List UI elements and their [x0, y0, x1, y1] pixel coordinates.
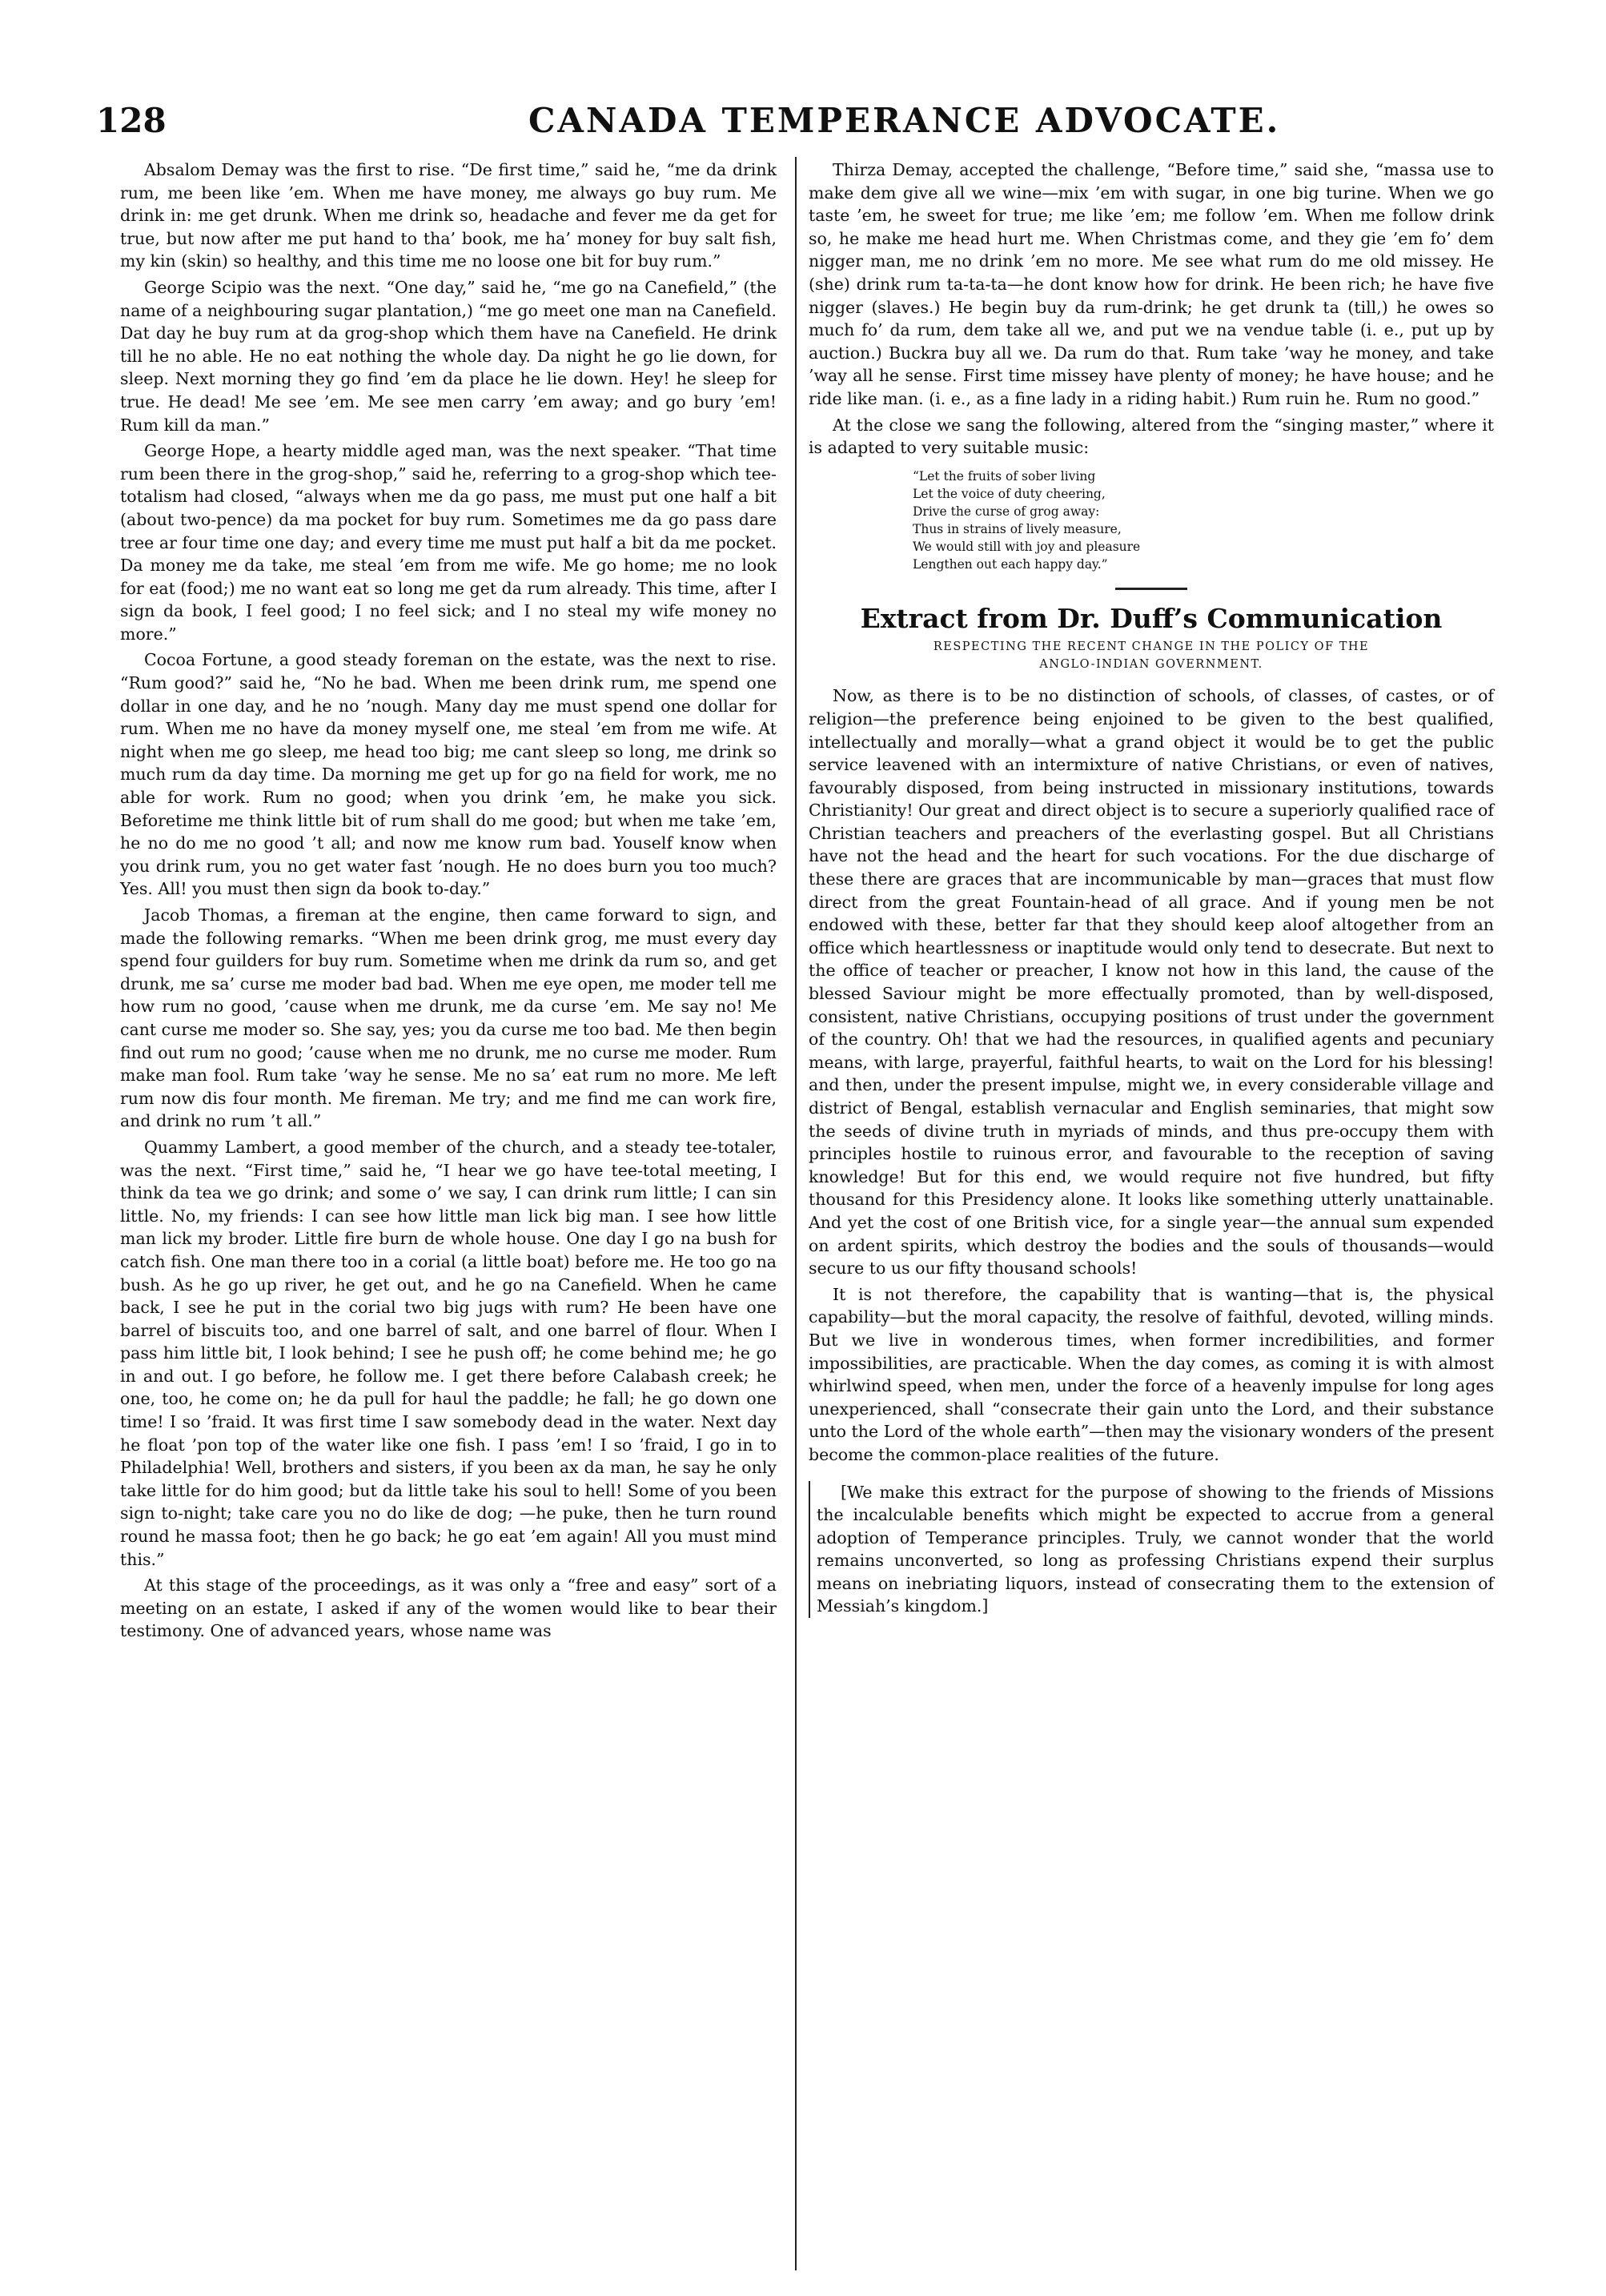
verse-line: Let the voice of duty cheering, — [913, 486, 1106, 501]
song-intro: At the close we sang the following, altered from the “singing master,” where it is adapted to very suitable music: — [809, 415, 1494, 458]
testimony-george-scipio: George Scipio was the next. “One day,” said he, “me go na Canefield,” (the name of a neighbouring sugar plantation,) “me go meet one man na Canefield. Dat day he buy rum at da grog-shop which them have na Canefield. He drink till he no able. He no eat nothing the whole day. Da night he go lie down, for sleep. Next morning they go find ’em da place he lie down. Hey! he sleep for true. He dead! Me see ’em. Me see men carry ’em away; and go bury ’em! Rum kill da man.” — [120, 277, 777, 435]
testimony-quammy-lambert: Quammy Lambert, a good member of the church, and a steady tee-totaler, was the next. “First time,” said he, “I hear we go have tee-total meeting, I think da tea we go drink; and some o’ we say, I can drink rum little; I can sin little. No, my friends: I can see how little man lick big man. I see how little man lick my broder. Little fire burn de whole house. One day I go na bush for catch fish. One man there too in a corial (a little boat) before me. He too go na bush. As he go up river, he get out, and he go na Canefield. When he came back, I see he put in the corial two big jugs with rum? He been have one barrel of biscuits too, and one barrel of salt, and one barrel of flour. When I pass him little bit, I look behind; I see he push off; he come behind me; he go in and out. I go before, he follow me. I get there before Calabash creek; he one, too, he come on; he da pull for haul the paddle; he fall; he go down one time! I so ’fraid. It was first time I saw somebody dead in the water. Next day he float ’pon top of the water like one fish. I pass ’em! I so ’fraid, I go in to Philadelphia! Well, brothers and sisters, if you been ax da man, he say he only take little for do him good; but da little take his soul to hell! Some of you been sign to-night; take care you no do like de dog; —he puke, then he turn round round he massa foot; then he go back; he go eat ’em again! All you must mind this.” — [120, 1137, 777, 1569]
testimony-cocoa-fortune: Cocoa Fortune, a good steady foreman on the estate, was the next to rise. “Rum good?” said he, “No he bad. When me been drink rum, me spend one dollar in one day, and he no ’nough. Many day me must spend one dollar for rum. When me no have da money myself one, me steal ’em from me wife. At night when me go sleep, me head too big; me cant sleep so long, me drink so much rum da day time. Da morning me get up for go na field for work, me no able for work. Rum no good; when you drink ’em, he make you sick. Beforetime me think little bit of rum shall do me good; but when me take ’em, he no do me no good ’t all; and now me know rum bad. Youself know when you drink rum, you no get water fast ’nough. He no does burn you too much? Yes. All! you must then sign da book to-day.” — [120, 650, 777, 899]
testimony-george-hope: George Hope, a hearty middle aged man, was the next speaker. “That time rum been there in the grog-shop,” said he, referring to a grog-shop which tee-totalism had closed, “always when me da go pass, me must put one half a bit (about two-pence) da ma pocket for buy rum. Sometimes me da go pass dare tree ar four time one day; and every time me must put half a bit da me pocket. Da money me da take, me steal ’em from me wife. Me go home; me no look for eat (food;) me no want eat so long me get da rum already. This time, after I sign da book, I feel good; I no feel sick; and I no steal my wife money no more.” — [120, 441, 777, 644]
editor-note: [We make this extract for the purpose of showing to the friends of Missions the incalculable benefits which might be expected to accrue from a general adoption of Temperance principles. Truly, we cannot wonder that the world remains unconverted, so long as professing Christians expend their surplus means on inebriating liquors, instead of consecrating them to the extension of Messiah’s kingdom.] — [809, 1481, 1494, 1619]
extract-paragraph: It is not therefore, the capability that is wanting—that is, the physical capability—but the moral capacity, the resolve of faithful, devoted, willing minds. But we live in wonderous times, when former incredibilities, and former impossibilities, are practicable. When the day comes, as coming it is with almost whirlwind speed, when men, under the force of a heavenly impulse for long ages unexperienced, shall “consecrate their gain unto the Lord, and their substance unto the Lord of the whole earth”—then may the visionary wonders of the present become the common-place realities of the future. — [809, 1284, 1494, 1464]
verse-line: Thus in strains of lively measure, — [913, 521, 1122, 536]
extract-subtitle-line-2: ANGLO-INDIAN GOVERNMENT. — [1039, 658, 1263, 672]
section-divider — [1115, 588, 1187, 590]
extract-subtitle-line-1: RESPECTING THE RECENT CHANGE IN THE POLICY OF THE — [933, 640, 1370, 654]
page-number: 128 — [96, 101, 167, 140]
page-header — [96, 101, 1585, 152]
verse-line: We would still with joy and pleasure — [913, 539, 1141, 554]
left-column — [120, 159, 777, 1646]
song-verse — [913, 468, 1494, 573]
verse-line: Drive the curse of grog away: — [913, 504, 1100, 519]
running-title: CANADA TEMPERANCE ADVOCATE. — [528, 101, 1281, 140]
narrative-paragraph: At this stage of the proceedings, as it was only a “free and easy” sort of a meeting on an estate, I asked if any of the women would like to bear their testimony. One of advanced years, whose name was — [120, 1575, 777, 1641]
right-column — [809, 159, 1494, 1621]
extract-paragraph: Now, as there is to be no distinction of schools, of classes, of castes, or of religion—the preference being enjoined to be given to the best qualified, intellectually and morally—what a grand object it would be to get the public service leavened with an intermixture of native Christians, or even of natives, favourably disposed, from being instructed in missionary institutions, towards Christianity! Our great and direct object is to secure a superiorly qualified race of Christian teachers and preachers of the everlasting gospel. But all Christians have not the head and the heart for such vocations. For the due discharge of these there are graces that are incommunicable by man—graces that must flow direct from the great Fountain-head of all grace. And if young men be not endowed with these, better far that they should keep aloof altogether from an office which heartlessness or inaptitude would only tend to desecrate. But next to the office of teacher or preacher, I know not how in this land, the cause of the blessed Saviour might be more effectually promoted, than by well-disposed, consistent, native Christians, occupying positions of trust under the government of the country. Oh! that we had the resources, in qualified agents and pecuniary means, with large, prayerful, faithful hearts, to wait on the Lord for his blessing! and then, under the present impulse, might we, in every considerable village and district of Bengal, establish vernacular and English seminaries, that might sow the seeds of divine truth in myriads of minds, and thus pre-occupy them with principles hostile to ruinous error, and favourable to the reception of saving knowledge! But for this end, we would require not five hundred, but fifty thousand for this Presidency alone. It looks like something utterly unattainable. And yet the cost of one British vice, for a single year—the annual sum expended on ardent spirits, which destroy the bodies and the souls of thousands—would secure to us our fifty thousand schools! — [809, 686, 1494, 1278]
column-divider — [795, 157, 797, 2270]
verse-line: Lengthen out each happy day.” — [913, 556, 1108, 572]
testimony-absalom: Absalom Demay was the first to rise. “De first time,” said he, “me da drink rum, me been like ’em. When me have money, me always go buy rum. Me drink in: me get drunk. When me drink so, headache and fever me da get for true, but now after me put hand to tha’ book, me ha’ money for buy salt fish, my kin (skin) so healthy, and this time me no loose one bit for buy rum.” — [120, 160, 777, 271]
extract-subtitle — [809, 638, 1494, 673]
verse-line: “Let the fruits of sober living — [913, 468, 1096, 484]
testimony-jacob-thomas: Jacob Thomas, a fireman at the engine, then came forward to sign, and made the following remarks. “When me been drink grog, me must every day spend four guilders for buy rum. Sometime when me drink da rum so, and get drunk, me sa’ curse me moder bad bad. When me eye open, me moder tell me how rum no good, ’cause when me drunk, me da curse ’em. Me say no! Me cant curse me moder so. She say, yes; you da curse me too bad. Me then begin find out rum no good; ’cause when me no drunk, me no curse me moder. Rum make man fool. Rum take ’way he sense. Me no sa’ eat rum no more. Me left rum now dis four month. Me fireman. Me try; and me find me can work fire, and drink no rum ’t all.” — [120, 905, 777, 1131]
extract-title: Extract from Dr. Duff’s Communication — [860, 602, 1443, 634]
testimony-thirza-demay: Thirza Demay, accepted the challenge, “Before time,” said she, “massa use to make dem give all we wine—mix ’em with sugar, in one big turine. When we go taste ’em, he sweet for true; me like ’em; me follow ’em. When me follow drink so, he make me head hurt me. When Christmas come, and they gie ’em fo’ dem nigger man, me no drink ’em no more. Me see what rum do me old missey. He (she) drink rum ta-ta-ta—he dont know how for drink. He been rich; he have five nigger (slaves.) He begin buy da rum-drink; he get drunk ta (till,) he owes so much fo’ da rum, dem take all we, and put we na vendue table (i. e., put up by auction.) Buckra buy all we. Da rum do that. Rum take ’way he money, and take ’way all he sense. First time missey have plenty of money; he have house; and he ride like man. (i. e., as a fine lady in a riding habit.) Rum ruin he. Rum no good.” — [809, 160, 1494, 408]
